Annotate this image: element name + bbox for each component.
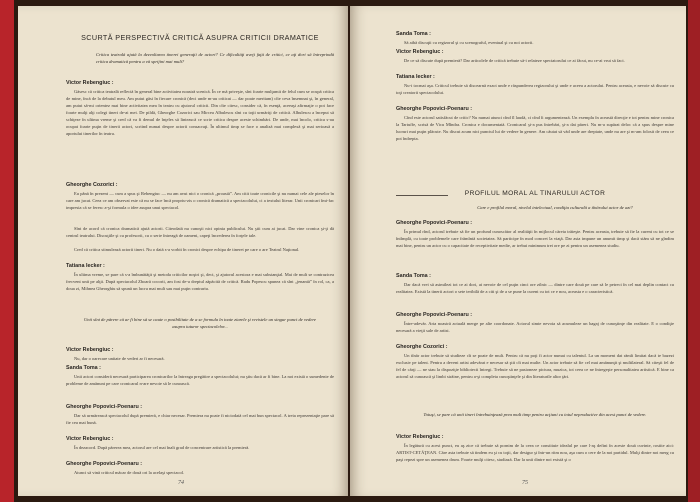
- page-number: 75: [522, 480, 528, 486]
- speech-paragraph: Între-adevăr. Arta noastră actuală merge pe alte coordonate. Actorul simte nevoia să acumuleze un bagaj de cunoştinţe din realitate. E o condiţie necesară a vieţii sale de artist.: [396, 321, 674, 333]
- speech-paragraph: Cred că critica stimulează actorii tineri. Nu o dată s-a vorbit în cronici despre echipa de tineret pe care o are Teatrul Naţional.: [74, 247, 300, 252]
- speaker-name: Victor Rebengiuc :: [396, 49, 444, 55]
- speaker-name: Sanda Toma :: [396, 31, 431, 37]
- book-cover-edge-left: [0, 0, 14, 502]
- left-page-column: [66, 6, 334, 496]
- interviewer-question: Totuşi, se pare că unii tineri întrebuinţează prea mult timp pentru acţiuni cu totul neproductive din acest punct de vedere.: [423, 412, 647, 417]
- speaker-name: Tatiana Iecker :: [396, 74, 435, 80]
- speech-paragraph: Sînt de acord că cronica dramatică ajută actorii. Citeodată nu cunoşti nici opinia publicului. Nu ştii cum ai jucat. Dar vine cronica şi-ţi dă centrul teatrului. Discuţiile şi cu profesorii, cu o serie întreagă de oameni, capeţi încrederea în forţele tale.: [66, 226, 334, 238]
- speaker-name: Sanda Toma :: [66, 365, 101, 371]
- article-intro-question: Critica teatrală ajută la dezvoltarea tinerei generaţii de actori? Ce dificultăţi aveţi faţă de critici, ce aţi dori să întreprindă critica dramatică pentru a vă sprijini mai mult?: [96, 52, 334, 64]
- speech-paragraph: Unii actori consideră necesară participarea cronicarilor la întreaga pregătire a spectacolului; nu ştiu dacă ar fi bine. La noi există o sumedenie de probleme de amănunt pe care cronicarul n-are nevoie să le cunoască.: [66, 374, 334, 386]
- speech-paragraph: În dezacord. După părerea mea, actorul are cel mai înalt grad de concentrare artistică la premieră.: [74, 445, 250, 450]
- section-intro-question: Care e profilul moral, nivelul intelectual, condiţia culturală a tînărului actor de azi?: [477, 205, 633, 210]
- page-number: 74: [178, 480, 184, 486]
- right-page: [350, 6, 686, 496]
- speaker-name: Gheorghe Popovici-Poenaru :: [396, 312, 473, 318]
- speech-paragraph: Dar să urmărească spectacolul după premieră, e chiar necesar. Premiera nu poate fi niciodată cel mai bun spectacol. A treia reprezentaţie pare să fie cea mai bună.: [66, 413, 334, 425]
- speaker-name: Victor Rebengiuc :: [396, 434, 444, 440]
- speaker-name: Gheorghe Popovici-Poenaru :: [396, 106, 473, 112]
- speech-paragraph: Un tînăr actor trebuie să studieze cît se poate de mult. Pentru că nu poţi fi actor numai cu talentul. La un moment dat rămîi limitat dacă te bazezi exclusiv pe talent. Pentru a deveni artist adevărat e necesar să ştii cît mai multe. Un actor trebuie să fie cel mai amănunţit şi multilateral. Să citeşti fel de fel de cărţi — ne stau la dispoziţie bibliotecii întregi. Trebuie să ne pasioneze pictura, muzica, tot ceea ce ne întregeşte personalitatea artistică. E bine ca actorul să cunoască şi limbi străine, pentru a-şi completa cunoştinţele şi din literaturile altor ţări.: [396, 353, 674, 379]
- speech-paragraph: Dar dacă vrei să asimilezi tot ce ai dori, ai nevoie de cel puţin cinci ore zilnic — dintre care două pe care să le petreci în cel mai deplin contact cu realitatea. Există la tinerii actori o sete teribilă de a citi şi de a se pune la curent cu tot ce e nou, aceasta e o caracteristică.: [396, 282, 674, 294]
- left-page: [18, 6, 348, 496]
- speaker-name: Gheorghe Cozorici :: [66, 182, 118, 188]
- article-title: SCURTĂ PERSPECTIVĂ CRITICĂ ASUPRA CRITICII DRAMATICE: [81, 33, 319, 42]
- speech-paragraph: Găsesc că critica teatrală reflectă în general bine activitatea noastră scenică. În ce mă priveşte, sînt foarte mulţumit de felul cum se ocupă critica de mine, încă de la debutul meu. Am putut găsi în fiecare cronică (deci unde m-au criticat — dar poate meritam) cîte ceva însemnat şi, în general, am putut să-mi orientez mai bine activitatea mea în teatru cu ajutorul criticii. Din cîte citesc, consider că, în esenţă, aceeaşi afirmaţie o pot face foarte mulţi alţi colegi tineri de-ai mei. De pildă, Gheorghe Cozorici sau Mircea Albulescu sînt cu toţii urmăriţi de critică. Albulescu a început să schiţeze în ultima vreme şi cred că va fi demul de înţeles să lintească ce scrie critica despre aceste schimbări. De unde, mai încolo, critica s-au ocupat foarte puţin de tinerii actori, scriind numai despre actorii consacraţi. În ultimul timp se face o analiză mai complexă şi mai serioasă a aportului tinerilor în teatru.: [66, 89, 334, 136]
- speaker-name: Gheorghe Popovici-Poenaru :: [66, 461, 143, 467]
- interviewer-question: Unii sînt de părere că ar fi bine să se caute o posibilitate de a se formula în toate ziarele şi revistele un singur punct de vedere asupra tuturor spectacolelor...: [83, 317, 317, 329]
- speaker-name: Sanda Toma :: [396, 273, 431, 279]
- speaker-name: Victor Rebengiuc :: [66, 80, 114, 86]
- speaker-name: Gheorghe Popovici-Poenaru :: [396, 220, 473, 226]
- speech-paragraph: Să aibă discuţii cu regizorul şi cu scenograful, eventual şi cu noi actorii.: [404, 40, 534, 45]
- speech-paragraph: Cînd este actorul satisfăcut de critic? Nu numai atunci cînd îl laudă, ci cînd îi argumentează. Un exemplu în această direcţie e tot pentru mine cronica la Tartuffe, scrisă de Vicu Mîndra. Cronica e documentată. Cronicarul şi-a pus întrebări, şi-a dat păreri. Nu m-a supărat deloc că a spus despre mine lucruri mai puţin plăcute. Nu discut acum nici punctul lui de vedere în genere. Am căutat să văd unde are dreptate, unde nu are şi m-am folosit de ceea ce pot îndrepta.: [396, 115, 674, 141]
- speech-paragraph: Nu-i tocmai aşa. Criticul trebuie să discearnă exact unde e răspunderea regizorului şi unde e aceea a actorului. Pentru aceasta, e nevoie să discute cu toţi creatorii spectacolului.: [396, 83, 674, 95]
- speaker-name: Victor Rebengiuc :: [66, 436, 114, 442]
- speech-paragraph: Atunci să vină criticul măcar de două ori la acelaşi spectacol.: [74, 470, 185, 475]
- book-cover-edge-right: [688, 0, 700, 502]
- speaker-name: Gheorghe Cozorici :: [396, 344, 448, 350]
- speech-paragraph: În legătură cu acest punct, eu aş zice că trebuie să pornim de la ceea ce constituie idealul pe care l-aş defini în aceste două cuvinte, rostite aici: ARTIST-CETĂŢEAN. Căre asta trebuie să tindem eu şi cu toţii, dar desigur şi într-un ritm nou, aşa cum o cere de la noi partidul. Mulţi dintre noi merg cu paşi repezi spre un asemenea drum. Foarte mulţi citesc, studiază. Dar la unii dintre noi există şi o: [396, 443, 674, 462]
- speaker-name: Victor Rebengiuc :: [66, 347, 114, 353]
- speech-paragraph: În ultima vreme, se pare că s-a îmbunătăţit şi metoda criticilor noştri şi, deci, şi ajutorul acestora e mai substanţial. Mai de mult se contrazicea frecvent unii pe alţii. După spectacolul Zboară cocorii, am fost de-a dreptul zăpăcită de critică. Radu Popescu spunea că sînt „jenantă” în rol, ca, a doua zi, Mihnea Gheorghiu să spună un lucru mai mult sau mai puţin contrariu.: [66, 272, 334, 291]
- speaker-name: Tatiana Iecker :: [66, 263, 105, 269]
- speech-paragraph: În primul rînd, actorul trebuie să fie un profund cunoscător al realităţii în mijlocul căreia trăieşte. Pentru aceasta, trebuie să fie la curent cu tot ce se întîmplă, cu toate problemele care frămîntă societatea. Să participe în mod concret la viaţă. Dar asta impune un anumit timp şi dacă stăm să ne gîndim mai bine, pentru un actor cu o capacitate de receptivitate medie, ar trebui minimum trei ore pe zi pentru un asemenea studiu.: [396, 229, 674, 248]
- section-title: PROFILUL MORAL AL TÎNĂRULUI ACTOR: [464, 190, 606, 197]
- speaker-name: Gheorghe Popovici-Poenaru :: [66, 404, 143, 410]
- right-page-column: [396, 6, 674, 496]
- speech-paragraph: Nu, dar o oarecare unitate de vederi ar fi necesară.: [74, 356, 165, 361]
- speech-paragraph: Eu până în prezent — cum a spus şi Rebengiuc — nu am avut nici o cronică „proastă”. Am citit toate cronicile şi nu numai cele ale pieselor în care am jucat. Ceea ce am observat este că nu se face încă propriu-zis o cronică dramatică a spectacolului, ci a textului literar. Unii cronicari îmi-fac impresia că se feresc a-şi formula o idee asupra unui spectacol.: [66, 191, 334, 210]
- speech-paragraph: De ce să discute după premieră? Dar articolele de critică trebuie să-i relateze spectatorului ce ai făcut, nu ce-ai vrut să faci.: [404, 58, 625, 63]
